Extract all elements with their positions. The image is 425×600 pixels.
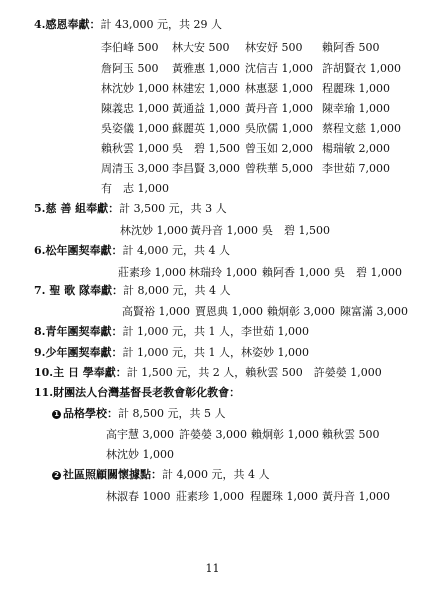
- donor-entry: 賴炯彰 1,000: [251, 428, 319, 441]
- donor-entry: 蔡程文慈 1,000: [322, 122, 401, 135]
- donor-entry: 楊瑞敏 2,000: [322, 142, 390, 155]
- number-1-marker-icon: 1: [52, 410, 61, 419]
- donor-entry: 賴秋雲 1,000: [101, 142, 169, 155]
- donor-entry: 詹阿玉 500: [101, 62, 159, 75]
- donor-entry: 黃丹音 1,000: [190, 224, 258, 237]
- subsection-1-title: 品格學校：: [63, 407, 118, 420]
- subsection-2-summary: 計 4,000 元，共 4 人: [162, 468, 270, 481]
- donor-entry: 林沈妙 1,000: [101, 82, 169, 95]
- section-5-summary: 計 3,500 元，共 3 人: [119, 202, 227, 215]
- section-4-title: 4.感恩奉獻：: [34, 18, 101, 31]
- donor-entry: 吳 碧 1,500: [262, 224, 330, 237]
- section-4-heading: [34, 18, 222, 32]
- donor-entry: 沈信吉 1,000: [245, 62, 313, 75]
- donor-entry: 賴阿香 500: [322, 41, 380, 54]
- donor-entry: 程麗珠 1,000: [322, 82, 390, 95]
- donor-entry: 陳富滿 3,000: [340, 305, 408, 318]
- page-number: 11: [205, 562, 220, 575]
- section-10-title: 10.主 日 學奉獻：: [34, 366, 127, 379]
- donor-entry: 賴秋雲 500: [322, 428, 380, 441]
- donor-entry: 黃丹音 1,000: [322, 490, 390, 503]
- section-9-summary: 計 1,000 元，共 1 人，林姿妙 1,000: [122, 346, 309, 359]
- section-7-title: 7. 聖 歌 隊奉獻：: [34, 284, 123, 297]
- donor-entry: 黃丹音 1,000: [245, 102, 313, 115]
- donor-entry: 李昌賢 3,000: [172, 162, 240, 175]
- section-8-title: 8.青年團契奉獻：: [34, 325, 123, 338]
- donor-entry: 黃通益 1,000: [172, 102, 240, 115]
- donor-entry: 吳欣儒 1,000: [245, 122, 313, 135]
- donor-entry: 莊素珍 1,000: [118, 266, 186, 279]
- section-11-title: 11.財團法人台灣基督長老教會彰化教會：: [34, 386, 241, 399]
- donor-entry: 周清玉 3,000: [101, 162, 169, 175]
- donor-entry: 陳義忠 1,000: [101, 102, 169, 115]
- donor-entry: 吳 碧 1,500: [172, 142, 240, 155]
- section-6-heading: [34, 244, 230, 258]
- donor-entry: 程麗珠 1,000: [250, 490, 318, 503]
- section-10-heading: [34, 366, 382, 380]
- donor-entry: 林沈妙 1,000: [120, 224, 188, 237]
- subsection-2-title: 社區照顧關懷據點：: [63, 468, 162, 481]
- donor-entry: 林沈妙 1,000: [106, 448, 174, 461]
- number-2-marker-icon: 2: [52, 471, 61, 480]
- donor-entry: 許嫈嫈 3,000: [179, 428, 247, 441]
- donor-entry: 林瑞玲 1,000: [189, 266, 257, 279]
- donor-entry: 林建宏 1,000: [172, 82, 240, 95]
- donor-entry: 林大安 500: [172, 41, 230, 54]
- section-6-title: 6.松年團契奉獻：: [34, 244, 123, 257]
- section-5-title: 5.慈 善 組奉獻：: [34, 202, 120, 215]
- section-9-heading: [34, 346, 309, 360]
- donor-entry: 林淑春 1000: [106, 490, 171, 503]
- donor-entry: 李世茹 7,000: [322, 162, 390, 175]
- donor-entry: 林安妤 500: [245, 41, 303, 54]
- donor-entry: 高宇慧 3,000: [106, 428, 174, 441]
- section-5-heading: [34, 202, 227, 216]
- donor-entry: 莊素珍 1,000: [176, 490, 244, 503]
- donor-entry: 高賢裕 1,000: [122, 305, 190, 318]
- section-4-summary: 計 43,000 元，共 29 人: [100, 18, 222, 31]
- donor-entry: 曾玉如 2,000: [245, 142, 313, 155]
- section-8-heading: [34, 325, 309, 339]
- section-7-heading: [34, 284, 230, 298]
- donor-entry: 陳幸瑜 1,000: [322, 102, 390, 115]
- subsection-2-heading: [52, 468, 269, 482]
- donor-entry: 許胡賢衣 1,000: [322, 62, 401, 75]
- donor-entry: 李伯峰 500: [101, 41, 159, 54]
- donor-entry: 蘇麗英 1,000: [172, 122, 240, 135]
- donor-entry: 吳 碧 1,000: [334, 266, 402, 279]
- section-8-summary: 計 1,000 元，共 1 人，李世茹 1,000: [122, 325, 309, 338]
- donor-entry: 林惠瑟 1,000: [245, 82, 313, 95]
- donor-entry: 黃雅惠 1,000: [172, 62, 240, 75]
- donor-entry: 吳姿儀 1,000: [101, 122, 169, 135]
- section-10-summary: 計 1,500 元，共 2 人，賴秋雲 500 許嫈嫈 1,000: [126, 366, 382, 379]
- section-11-heading: [34, 386, 240, 400]
- subsection-1-heading: [52, 407, 225, 421]
- section-9-title: 9.少年團契奉獻：: [34, 346, 123, 359]
- donor-entry: 賈恩典 1,000: [195, 305, 263, 318]
- donor-entry: 賴阿香 1,000: [262, 266, 330, 279]
- section-6-summary: 計 4,000 元，共 4 人: [122, 244, 230, 257]
- donor-entry: 曾秩華 5,000: [245, 162, 313, 175]
- donor-entry: 有 志 1,000: [101, 182, 169, 195]
- subsection-1-summary: 計 8,500 元，共 5 人: [118, 407, 226, 420]
- donor-entry: 賴炯彰 3,000: [267, 305, 335, 318]
- section-7-summary: 計 8,000 元，共 4 人: [122, 284, 231, 297]
